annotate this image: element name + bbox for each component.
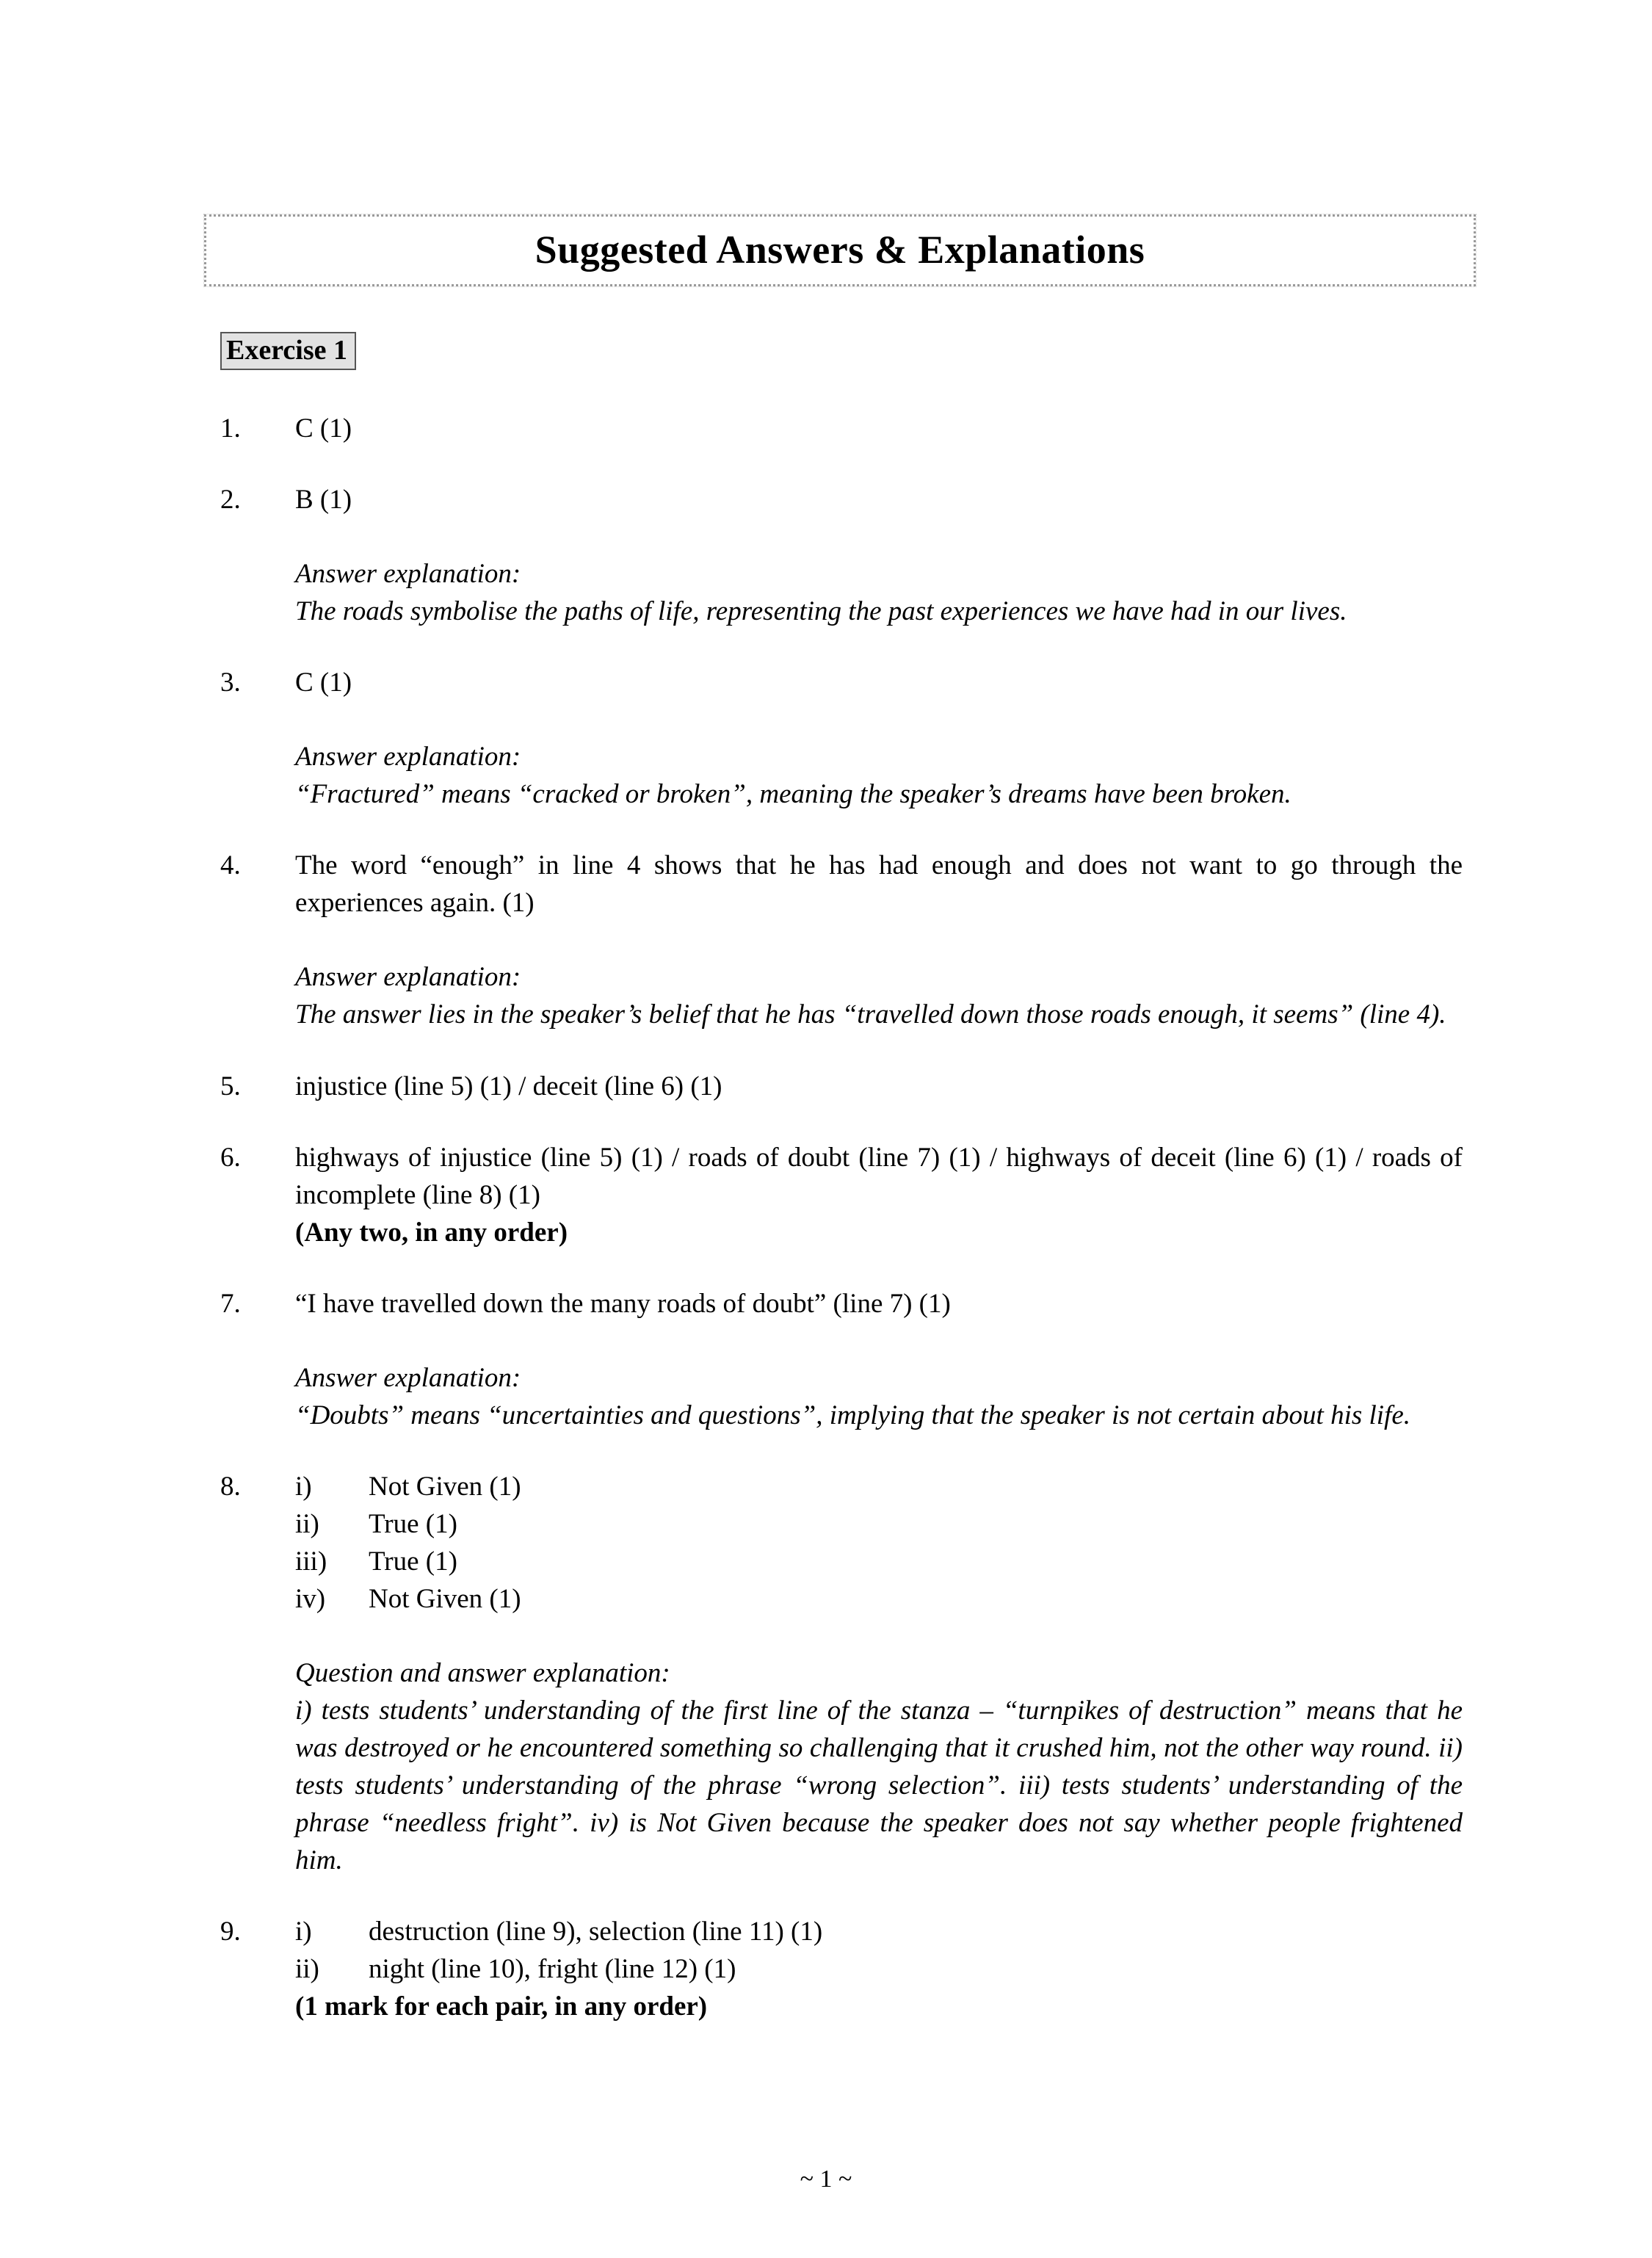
answer-text: C (1) xyxy=(295,413,352,444)
item-body xyxy=(295,481,1463,630)
explanation-block xyxy=(295,1654,1463,1879)
item-body xyxy=(295,1139,1463,1251)
sub-answer-row xyxy=(295,1950,1463,1988)
sub-answer-row xyxy=(295,1913,1463,1950)
explanation-text: The roads symbolise the paths of life, representing the past experiences we have had in our lives. xyxy=(295,596,1347,627)
sub-answer-row xyxy=(295,1468,1463,1505)
item-body xyxy=(295,1068,1463,1105)
explanation-label: Question and answer explanation: xyxy=(295,1658,670,1689)
item-number: 9. xyxy=(220,1917,241,1947)
explanation-label: Answer explanation: xyxy=(295,559,521,590)
answer-item-1 xyxy=(220,410,1463,447)
explanation-block xyxy=(295,958,1463,1033)
sub-answer-text: destruction (line 9), selection (line 11) (1) xyxy=(369,1917,823,1947)
item-body xyxy=(295,847,1463,1033)
answer-item-2 xyxy=(220,481,1463,630)
sub-answer-text: Not Given (1) xyxy=(369,1583,521,1614)
sub-answer-text: night (line 10), fright (line 12) (1) xyxy=(369,1954,736,1985)
answer-text: C (1) xyxy=(295,667,352,698)
item-body xyxy=(295,1913,1463,2025)
page-number: ~ 1 ~ xyxy=(800,2165,852,2193)
answer-item-5 xyxy=(220,1068,1463,1105)
explanation-text: The answer lies in the speaker’s belief that he has “travelled down those roads enough, it seems” (line 4). xyxy=(295,999,1446,1030)
item-number: 3. xyxy=(220,667,241,698)
sub-answer-text: Not Given (1) xyxy=(369,1471,521,1502)
explanation-text: i) tests students’ understanding of the first line of the stanza – “turnpikes of destruction” means that he was destroyed or he encountered something so challenging that it crushed him, not the other way round. ii) tests students’ understanding of the phrase “wrong selection”. iii) tests students’ understanding of the phrase “needless fright”. iv) is Not Given because the speaker does not say whether people frightened him. xyxy=(295,1696,1463,1876)
marking-note: (Any two, in any order) xyxy=(295,1217,568,1248)
explanation-text: “Fractured” means “cracked or broken”, meaning the speaker’s dreams have been broken. xyxy=(295,779,1291,810)
sub-answer-row xyxy=(295,1543,1463,1580)
explanation-text: “Doubts” means “uncertainties and questions”, implying that the speaker is not certain about his life. xyxy=(295,1400,1411,1430)
explanation-block xyxy=(295,1359,1463,1434)
answer-item-7 xyxy=(220,1285,1463,1434)
sub-answer-row xyxy=(295,1505,1463,1543)
sub-answer-label: iv) xyxy=(295,1583,326,1614)
sub-answer-label: ii) xyxy=(295,1508,319,1539)
title-box xyxy=(204,214,1476,286)
sub-answer-label: ii) xyxy=(295,1954,319,1985)
sub-answer-label: i) xyxy=(295,1471,312,1502)
answers-list xyxy=(220,410,1463,2025)
item-number: 7. xyxy=(220,1288,241,1319)
item-number: 1. xyxy=(220,413,241,444)
item-body xyxy=(295,664,1463,813)
item-number: 5. xyxy=(220,1071,241,1101)
item-number: 6. xyxy=(220,1142,241,1173)
sub-answer-label: i) xyxy=(295,1917,312,1947)
explanation-block xyxy=(295,738,1463,813)
item-body xyxy=(295,1468,1463,1879)
item-number: 4. xyxy=(220,850,241,881)
answer-item-3 xyxy=(220,664,1463,813)
sub-answer-row xyxy=(295,1580,1463,1618)
explanation-label: Answer explanation: xyxy=(295,1362,521,1393)
item-number: 8. xyxy=(220,1471,241,1502)
answer-item-6 xyxy=(220,1139,1463,1251)
answer-text: B (1) xyxy=(295,485,352,515)
item-body xyxy=(295,1285,1463,1434)
answer-item-8 xyxy=(220,1468,1463,1879)
answer-text: injustice (line 5) (1) / deceit (line 6) (1) xyxy=(295,1071,722,1101)
exercise-label: Exercise 1 xyxy=(220,332,356,370)
sub-answer-label: iii) xyxy=(295,1546,327,1577)
answer-text: highways of injustice (line 5) (1) / roads of doubt (line 7) (1) / highways of deceit (line 6) (1) / roads of incomplete (line 8) (1) xyxy=(295,1142,1463,1210)
answer-text: The word “enough” in line 4 shows that he has had enough and does not want to go through the experiences again. (1) xyxy=(295,850,1463,919)
answer-item-9 xyxy=(220,1913,1463,2025)
item-number: 2. xyxy=(220,485,241,515)
explanation-label: Answer explanation: xyxy=(295,962,521,993)
answer-item-4 xyxy=(220,847,1463,1033)
answer-text: “I have travelled down the many roads of doubt” (line 7) (1) xyxy=(295,1288,951,1319)
item-body xyxy=(295,410,1463,447)
explanation-label: Answer explanation: xyxy=(295,742,521,772)
sub-answer-text: True (1) xyxy=(369,1546,457,1577)
page-title: Suggested Answers & Explanations xyxy=(535,228,1145,272)
sub-answer-text: True (1) xyxy=(369,1508,457,1539)
explanation-block xyxy=(295,555,1463,630)
marking-note: (1 mark for each pair, in any order) xyxy=(295,1991,708,2022)
